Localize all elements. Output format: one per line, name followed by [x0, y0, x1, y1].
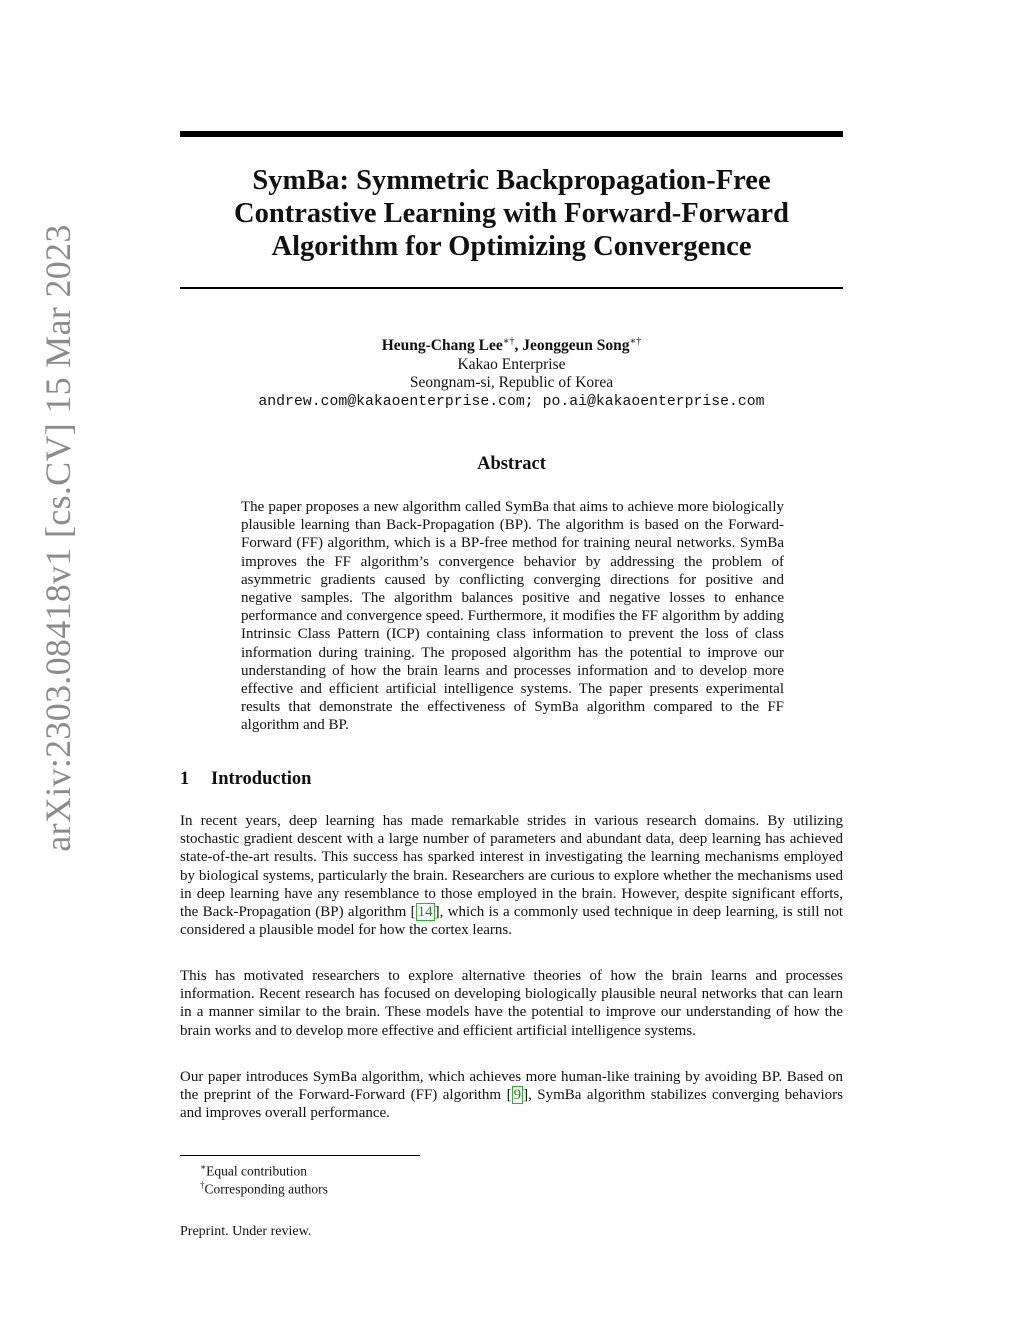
arxiv-identifier: arXiv:2303.08418v1 [cs.CV] 15 Mar 2023	[38, 224, 78, 852]
intro-paragraph-2: This has motivated researchers to explore alternative theories of how the brain learns and processes information. Recent research has focused on developing biologically plausible neural networks that can learn in a manner similar to the brain. These models have the potential to improve our understanding of how the brain works and to develop more effective and efficient artificial intelligence systems.	[180, 968, 843, 1039]
intro-paragraph-1: In recent years, deep learning has made remarkable strides in various research domains. By utilizing stochastic gradient descent with a large number of parameters and abundant data, deep learning has achieved state-of-the-art results. This success has sparked interest in investigating the learning mechanisms employed by biological systems, particularly the brain. Researchers are curious to explore whether the mechanisms used in deep learning have any resemblance to those employed in the brain. However, despite significant efforts, the Back-Propagation (BP) algorithm [ 14 ], which is a commonly used technique in deep learning, is still not considered a plausible model for how the cortex learns.	[180, 813, 844, 939]
author-separator: ,	[514, 337, 523, 355]
paper-title	[180, 164, 843, 263]
footnote-1-text: Equal contribution	[206, 1163, 307, 1179]
footnote-1-mark: ∗	[200, 1162, 207, 1172]
title-top-rule	[180, 131, 843, 137]
citation-link[interactable]: 14	[417, 904, 433, 921]
footnote-2	[200, 1176, 328, 1199]
intro-paragraph-3: Our paper introduces SymBa algorithm, which achieves more human-like training by avoiding BP. Based on the preprint of the Forward-Forward (FF) algorithm [ 9 ], SymBa algorithm stabilizes converging behaviors and improves overall performance.	[180, 1069, 843, 1122]
title-bottom-rule	[180, 287, 843, 289]
paragraph-text: In recent years, deep learning has made remarkable strides in various research domains. By utilizing stochastic gradient descent with a large number of parameters and abundant data, deep learning has achieved state-of-the-art results. This success has sparked interest in investigating the learning mechanisms employed by biological systems, particularly the brain. Researchers are curious to explore whether the mechanisms used in deep learning have any resemblance to those employed in the brain. However, despite significant efforts, the Back-Propagation (BP) algorithm	[180, 813, 843, 921]
author-block	[180, 333, 843, 411]
citation-link[interactable]: 9	[513, 1087, 522, 1104]
paragraph-text: , which is a commonly used technique in deep learning, is still not considered a plausible model for how the cortex learns.	[180, 904, 844, 939]
footnote-2-text: Corresponding authors	[204, 1181, 328, 1197]
paragraph-text: Our paper introduces SymBa algorithm, which achieves more human-like training by avoiding BP. Based on the preprint of the Forward-Forward (FF) algorithm	[180, 1069, 843, 1104]
author-2-mark: ∗†	[629, 336, 642, 347]
footnote-rule	[180, 1155, 420, 1156]
section-heading-introduction	[180, 769, 311, 790]
author-1-mark: ∗†	[502, 336, 515, 347]
location: Seongnam-si, Republic of Korea	[409, 374, 614, 392]
author-names	[180, 333, 843, 356]
section-title: Introduction	[211, 769, 312, 789]
author-1: Heung-Chang Lee	[381, 337, 503, 355]
affiliation: Kakao Enterprise	[457, 355, 566, 373]
abstract-text: The paper proposes a new algorithm called SymBa that aims to achieve more biologically plausible learning than Back-Propagation (BP). The algorithm is based on the Forward-Forward (FF) algorithm, which is a BP-free method for training neural networks. SymBa improves the FF algorithm’s convergence behavior by addressing the problem of asymmetric gradients caused by conflicting converging directions for positive and negative samples. The algorithm balances positive and negative losses to enhance performance and convergence speed. Furthermore, it modifies the FF algorithm by adding Intrinsic Class Pattern (ICP) containing class information to prevent the loss of class information during training. The proposed algorithm has the potential to improve our understanding of how the brain learns and processes information and to develop more effective and efficient artificial intelligence systems. The paper presents experimental results that demonstrate the effectiveness of SymBa algorithm compared to the FF algorithm and BP.	[241, 499, 784, 734]
footnote-2-mark: †	[200, 1180, 205, 1190]
preprint-note: Preprint. Under review.	[180, 1224, 312, 1239]
title-line-2: Contrastive Learning with Forward-Forward	[234, 198, 789, 229]
author-2: Jeonggeun Song	[522, 337, 630, 355]
section-number: 1	[180, 769, 190, 789]
emails: andrew.com@kakaoenterprise.com; po.ai@kakaoenterprise.com	[258, 393, 765, 410]
title-line-3: Algorithm for Optimizing Convergence	[271, 231, 752, 262]
paragraph-text: , SymBa algorithm stabilizes converging behaviors and improves overall performance.	[180, 1087, 843, 1122]
title-line-1: SymBa: Symmetric Backpropagation-Free	[252, 165, 771, 196]
abstract-heading: Abstract	[477, 454, 546, 474]
